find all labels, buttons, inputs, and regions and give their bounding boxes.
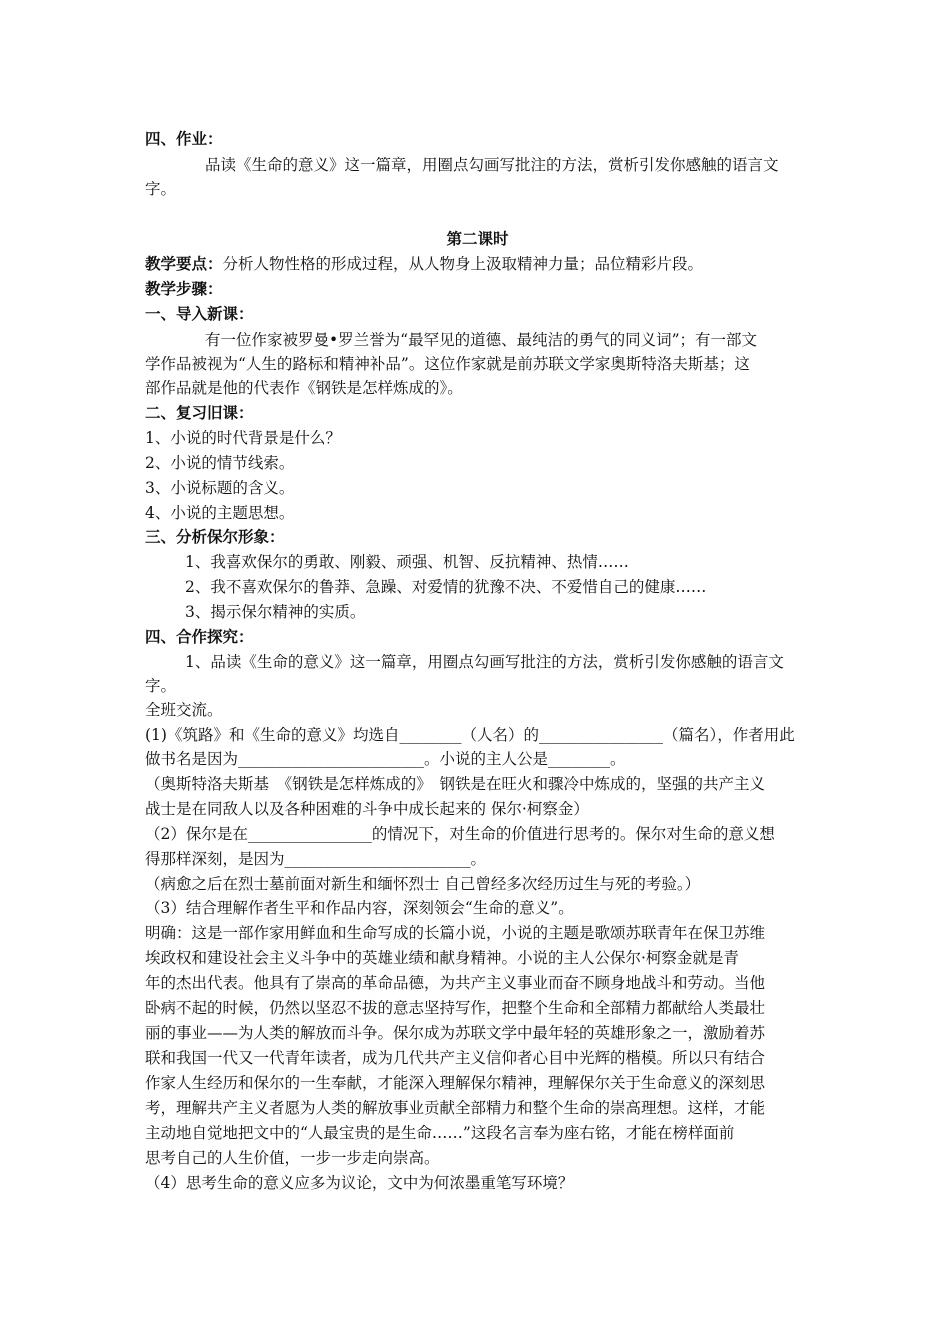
answer-3-line: 年的杰出代表。他具有了崇高的革命品德，为共产主义事业而奋不顾身地战斗和劳动。当他 bbox=[145, 974, 766, 992]
goals-label: 教学要点： bbox=[145, 254, 223, 273]
answer-3-line: 埃政权和建设社会主义斗争中的英雄业绩和献身精神。小说的主人公保尔·柯察金就是青 bbox=[145, 949, 739, 967]
answer-3-line: 丽的事业——为人类的解放而斗争。保尔成为苏联文学中最年轻的英雄形象之一，激励着苏 bbox=[145, 1024, 766, 1042]
question-1-line: 做书名是因为________________________。小说的主人公是________。 bbox=[145, 750, 626, 768]
answer-2: （病愈之后在烈士墓前面对新生和缅怀烈士 自己曾经多次经历过生与死的考验。） bbox=[145, 875, 701, 893]
section-heading-review: 二、复习旧课： bbox=[145, 403, 254, 422]
teaching-goals bbox=[145, 251, 810, 277]
section-heading-intro: 一、导入新课： bbox=[145, 304, 254, 323]
analysis-item: 1、我喜欢保尔的勇敢、刚毅、顽强、机智、反抗精神、热情…… bbox=[185, 553, 629, 571]
answer-3-line: 思考自己的人生价值，一步一步走向崇高。 bbox=[145, 1149, 440, 1167]
explore-task-line: 1、品读《生命的意义》这一篇章，用圈点勾画写批注的方法，赏析引发你感触的语言文 bbox=[185, 653, 784, 671]
homework-text-line: 字。 bbox=[145, 180, 177, 198]
intro-paragraph-line: 学作品被视为“人生的路标和精神补品”。这位作家就是前苏联文学家奥斯特洛夫斯基；这 bbox=[145, 355, 750, 373]
section-heading-analysis: 三、分析保尔形象： bbox=[145, 527, 285, 546]
question-4: （4）思考生命的意义应多为议论，文中为何浓墨重笔写环境？ bbox=[145, 1174, 574, 1192]
review-item: 1、小说的时代背景是什么？ bbox=[145, 429, 341, 447]
answer-1-line: （奥斯特洛夫斯基 《钢铁是怎样炼成的》 钢铁是在旺火和骤冷中炼成的，坚强的共产主义 bbox=[145, 775, 766, 793]
question-2-line: （2）保尔是在________________的情况下，对生命的价值进行思考的。保尔对生命的意义想 bbox=[145, 825, 775, 843]
answer-3-line: 联和我国一代又一代青年读者，成为几代共产主义信仰者心目中光辉的楷模。所以只有结合 bbox=[145, 1049, 766, 1067]
discussion-note: 全班交流。 bbox=[145, 701, 223, 719]
analysis-item: 3、揭示保尔精神的实质。 bbox=[185, 603, 366, 621]
answer-3-line: 主动地自觉地把文中的“人最宝贵的是生命……”这段名言奉为座右铭，才能在榜样面前 bbox=[145, 1124, 735, 1142]
intro-paragraph-line: 部作品就是他的代表作《钢铁是怎样炼成的》。 bbox=[145, 379, 463, 397]
review-item: 2、小说的情节线索。 bbox=[145, 454, 295, 472]
answer-3-line: 考，理解共产主义者愿为人类的解放事业贡献全部精力和整个生命的崇高理想。这样，才能 bbox=[145, 1099, 766, 1117]
answer-1-line: 战士是在同敌人以及各种困难的斗争中成长起来的 保尔·柯察金） bbox=[145, 800, 589, 818]
answer-3-line: 卧病不起的时候，仍然以坚忍不拔的意志坚持写作，把整个生命和全部精力都献给人类最壮 bbox=[145, 999, 766, 1017]
question-1-line: (1)《筑路》和《生命的意义》均选自________（人名）的________________（篇名），作者用此 bbox=[145, 726, 795, 744]
answer-3-line: 明确：这是一部作家用鲜血和生命写成的长篇小说，小说的主题是歌颂苏联青年在保卫苏维 bbox=[145, 924, 766, 942]
question-2-line: 得那样深刻，是因为________________________。 bbox=[145, 850, 487, 868]
section-heading-explore: 四、合作探究： bbox=[145, 627, 254, 646]
homework-text-line: 品读《生命的意义》这一篇章，用圈点勾画写批注的方法，赏析引发你感触的语言文 bbox=[205, 156, 779, 174]
explore-task-line: 字。 bbox=[145, 677, 177, 695]
lesson-title: 第二课时 bbox=[446, 229, 509, 248]
analysis-item: 2、我不喜欢保尔的鲁莽、急躁、对爱情的犹豫不决、不爱惜自己的健康…… bbox=[185, 578, 707, 596]
question-3: （3）结合理解作者生平和作品内容，深刻领会“生命的意义”。 bbox=[145, 899, 574, 917]
goals-text: 分析人物性格的形成过程，从人物身上汲取精神力量；品位精彩片段。 bbox=[222, 255, 704, 273]
homework-heading: 四、作业： bbox=[145, 129, 223, 148]
intro-paragraph-line: 有一位作家被罗曼•罗兰誉为“最罕见的道德、最纯洁的勇气的同义词”；有一部文 bbox=[205, 331, 757, 349]
review-item: 4、小说的主题思想。 bbox=[145, 504, 295, 522]
steps-label: 教学步骤： bbox=[145, 279, 223, 298]
answer-3-line: 作家人生经历和保尔的一生奉献，才能深入理解保尔精神，理解保尔关于生命意义的深刻思 bbox=[145, 1074, 766, 1092]
review-item: 3、小说标题的含义。 bbox=[145, 479, 295, 497]
